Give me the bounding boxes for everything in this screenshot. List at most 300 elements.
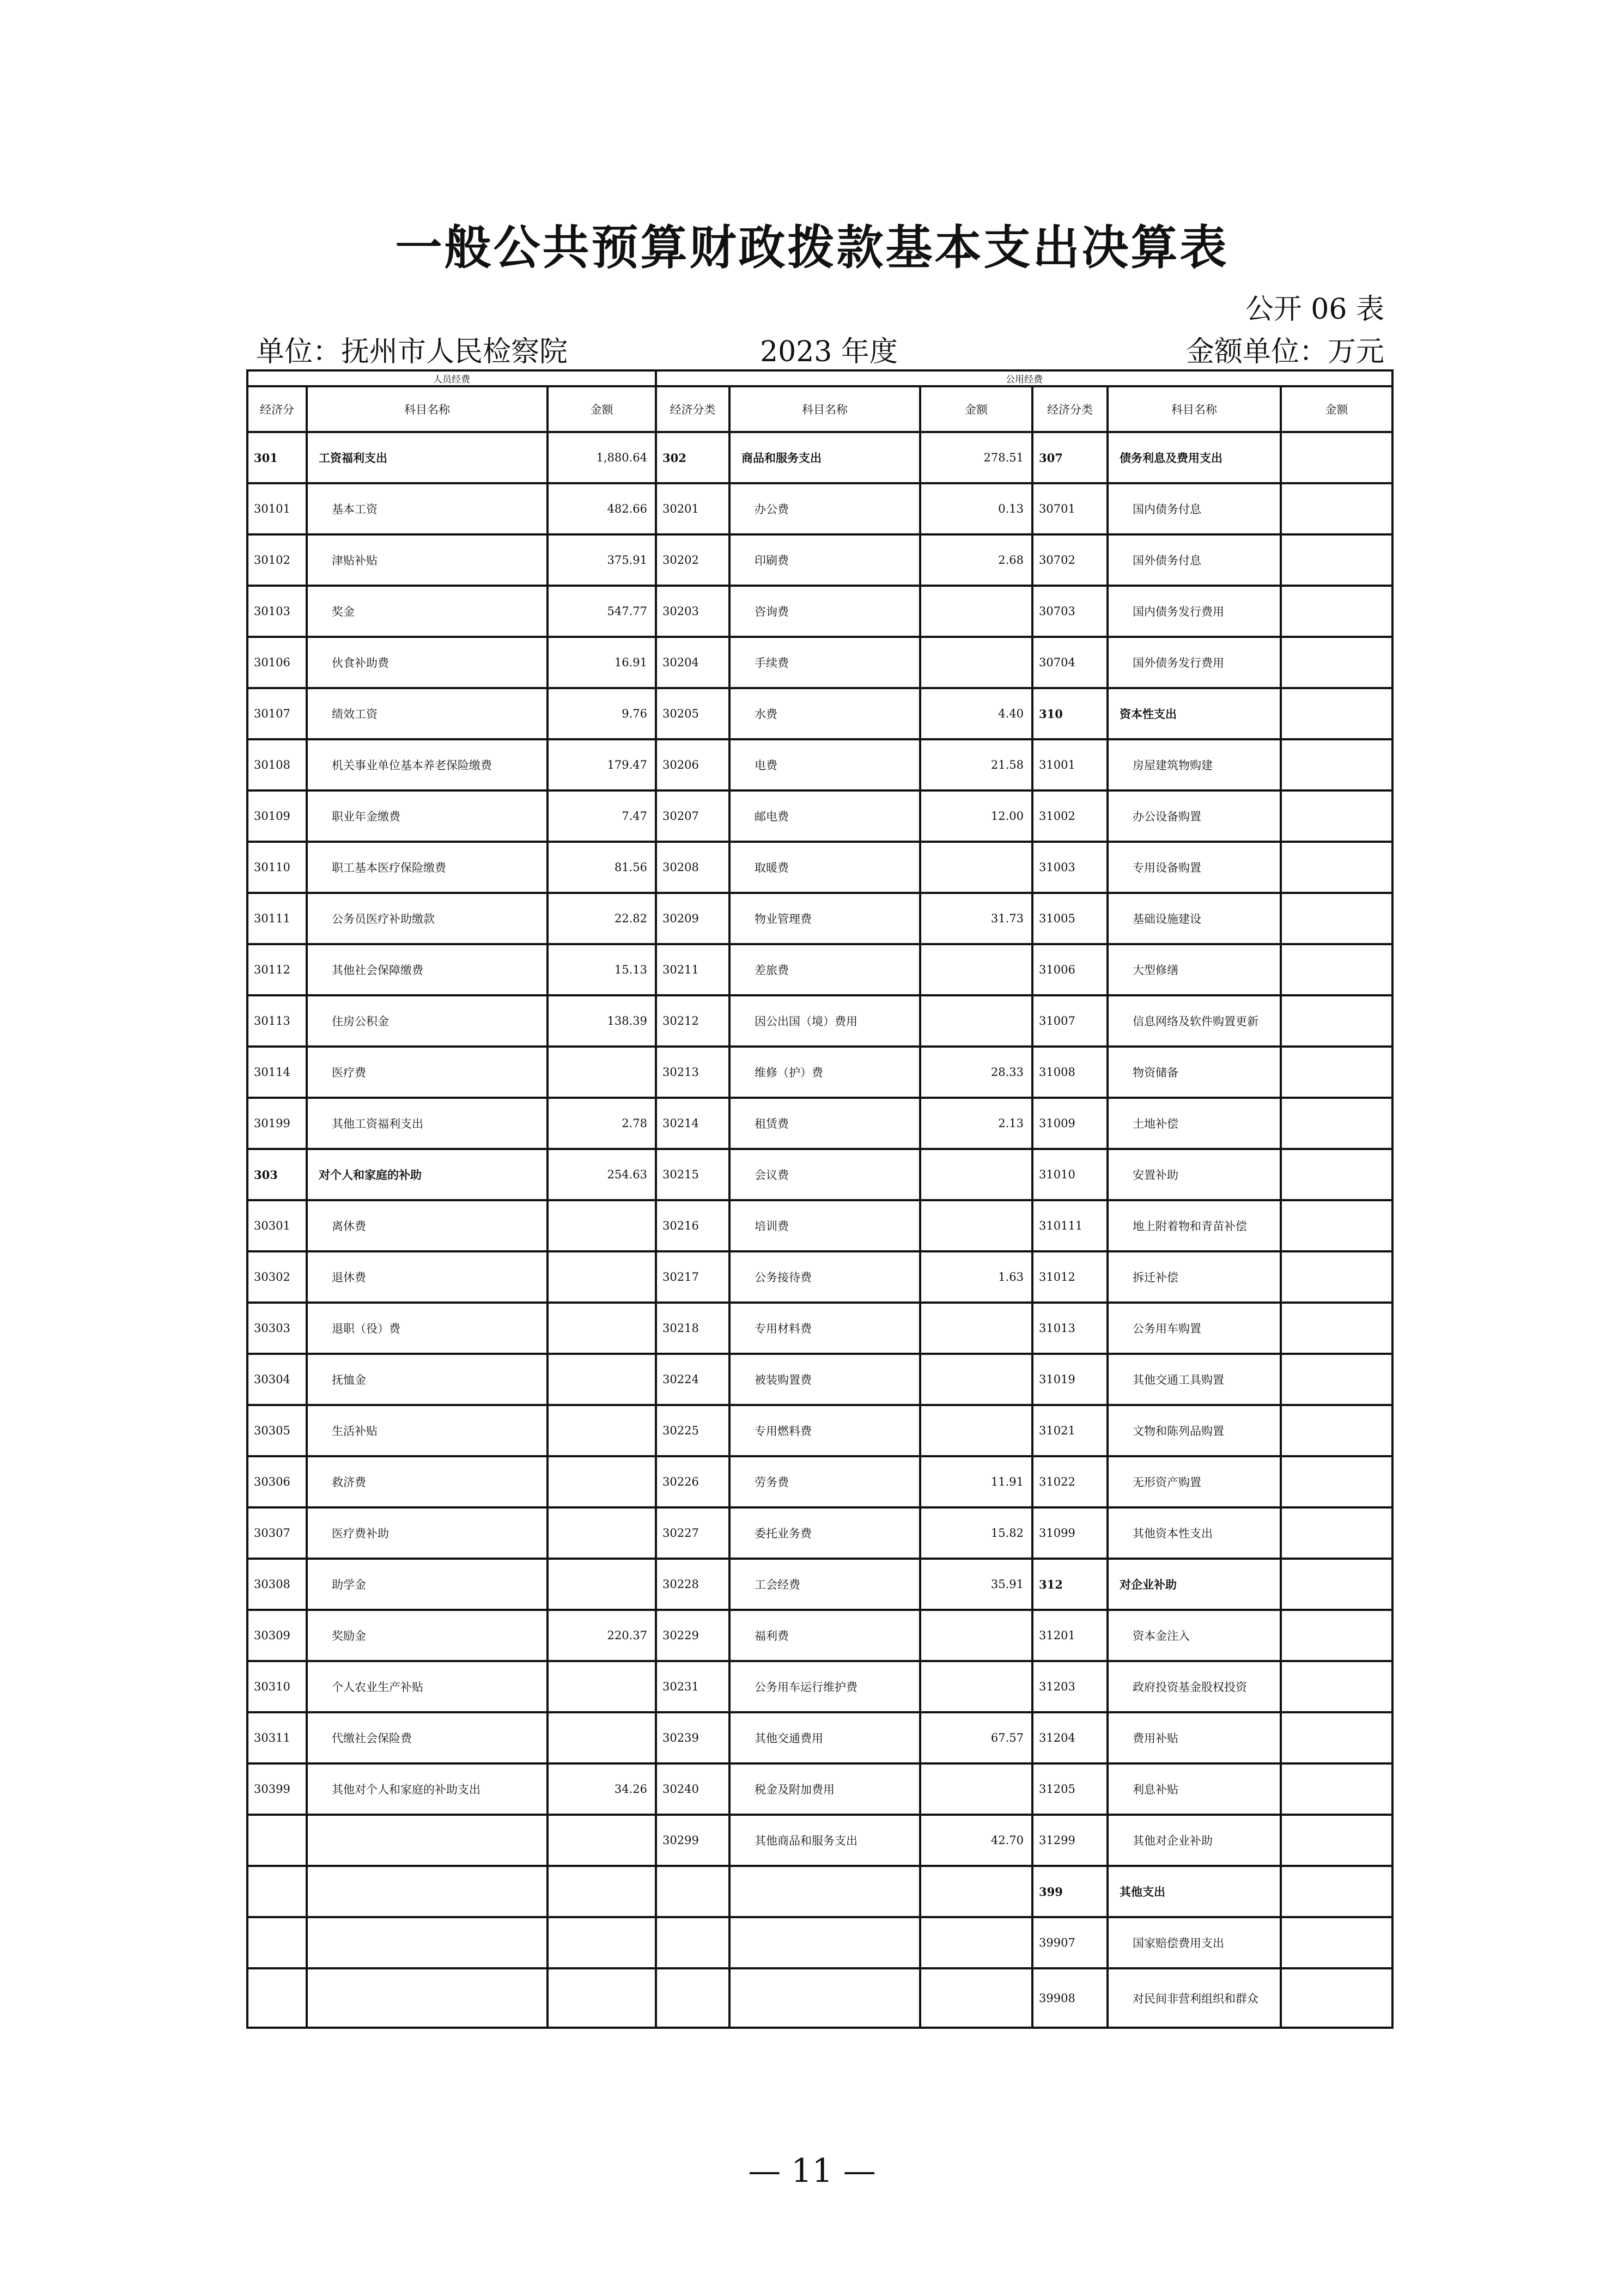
- table-row: [247, 1559, 1392, 1610]
- amount-cell: [1281, 995, 1392, 1047]
- code-cell: 30207: [656, 790, 729, 842]
- name-cell: 国内债务发行费用: [1108, 586, 1281, 637]
- amount-cell: [1281, 1712, 1392, 1763]
- name-cell: 国内债务付息: [1108, 483, 1281, 534]
- amount-cell: [1281, 893, 1392, 944]
- amount-cell: [920, 995, 1032, 1047]
- table-row: [247, 1968, 1392, 2028]
- code-cell: 30101: [247, 483, 307, 534]
- col-header-amount: 金额: [548, 386, 656, 432]
- code-cell: 30214: [656, 1098, 729, 1149]
- code-cell: 399: [1032, 1866, 1108, 1917]
- name-cell: 委托业务费: [729, 1507, 920, 1559]
- amount-cell: [1281, 483, 1392, 534]
- code-cell: 31010: [1032, 1149, 1108, 1200]
- code-cell: 30399: [247, 1763, 307, 1815]
- amount-cell: 12.00: [920, 790, 1032, 842]
- name-cell: 其他资本性支出: [1108, 1507, 1281, 1559]
- name-cell: 办公设备购置: [1108, 790, 1281, 842]
- amount-cell: 254.63: [548, 1149, 656, 1200]
- amount-cell: 15.82: [920, 1507, 1032, 1559]
- amount-cell: [548, 1047, 656, 1098]
- amount-cell: 28.33: [920, 1047, 1032, 1098]
- amount-cell: 375.91: [548, 534, 656, 586]
- name-cell: 差旅费: [729, 944, 920, 995]
- name-cell: 绩效工资: [307, 688, 548, 739]
- code-cell: [247, 1815, 307, 1866]
- code-cell: 30108: [247, 739, 307, 790]
- name-cell: 医疗费补助: [307, 1507, 548, 1559]
- name-cell: 工资福利支出: [307, 432, 548, 483]
- code-cell: 30111: [247, 893, 307, 944]
- amount-cell: [920, 637, 1032, 688]
- code-cell: 31205: [1032, 1763, 1108, 1815]
- code-cell: 31012: [1032, 1251, 1108, 1303]
- amount-cell: [1281, 1815, 1392, 1866]
- amount-cell: [1281, 842, 1392, 893]
- amount-cell: [1281, 790, 1392, 842]
- amount-cell: [920, 1661, 1032, 1712]
- amount-cell: [1281, 1559, 1392, 1610]
- amount-cell: [1281, 586, 1392, 637]
- amount-cell: [1281, 1917, 1392, 1968]
- code-cell: 30102: [247, 534, 307, 586]
- code-cell: 30303: [247, 1303, 307, 1354]
- name-cell: 专用材料费: [729, 1303, 920, 1354]
- table-row: [247, 1866, 1392, 1917]
- amount-cell: [1281, 1149, 1392, 1200]
- name-cell: 邮电费: [729, 790, 920, 842]
- name-cell: 公务用车运行维护费: [729, 1661, 920, 1712]
- name-cell: 咨询费: [729, 586, 920, 637]
- code-cell: 31201: [1032, 1610, 1108, 1661]
- amount-cell: [1281, 1763, 1392, 1815]
- name-cell: 公务用车购置: [1108, 1303, 1281, 1354]
- name-cell: 对个人和家庭的补助: [307, 1149, 548, 1200]
- code-cell: 30204: [656, 637, 729, 688]
- code-cell: 31022: [1032, 1456, 1108, 1507]
- code-cell: 30307: [247, 1507, 307, 1559]
- amount-cell: [548, 1815, 656, 1866]
- name-cell: 费用补贴: [1108, 1712, 1281, 1763]
- table-row: [247, 688, 1392, 739]
- code-cell: 30107: [247, 688, 307, 739]
- table-row: [247, 1200, 1392, 1251]
- name-cell: 培训费: [729, 1200, 920, 1251]
- page-number: — 11 —: [748, 2152, 876, 2190]
- code-cell: 30702: [1032, 534, 1108, 586]
- amount-cell: [920, 586, 1032, 637]
- amount-cell: [1281, 944, 1392, 995]
- code-cell: 30201: [656, 483, 729, 534]
- name-cell: 职业年金缴费: [307, 790, 548, 842]
- code-cell: 30311: [247, 1712, 307, 1763]
- name-cell: [307, 1968, 548, 2028]
- amount-cell: [1281, 1610, 1392, 1661]
- code-cell: 31009: [1032, 1098, 1108, 1149]
- name-cell: 其他商品和服务支出: [729, 1815, 920, 1866]
- name-cell: 其他工资福利支出: [307, 1098, 548, 1149]
- amount-cell: 31.73: [920, 893, 1032, 944]
- code-cell: 30112: [247, 944, 307, 995]
- code-cell: 30225: [656, 1405, 729, 1456]
- code-cell: 312: [1032, 1559, 1108, 1610]
- code-cell: 30206: [656, 739, 729, 790]
- table-row: [247, 893, 1392, 944]
- amount-cell: [1281, 1098, 1392, 1149]
- name-cell: 机关事业单位基本养老保险缴费: [307, 739, 548, 790]
- name-cell: 印刷费: [729, 534, 920, 586]
- amount-cell: 2.78: [548, 1098, 656, 1149]
- code-cell: 31002: [1032, 790, 1108, 842]
- name-cell: 拆迁补偿: [1108, 1251, 1281, 1303]
- amount-cell: 42.70: [920, 1815, 1032, 1866]
- amount-cell: [1281, 1968, 1392, 2028]
- name-cell: [729, 1866, 920, 1917]
- amount-cell: [1281, 1661, 1392, 1712]
- amount-cell: [548, 1917, 656, 1968]
- col-header-amount: 金额: [1281, 386, 1392, 432]
- amount-cell: [920, 1354, 1032, 1405]
- name-cell: [307, 1866, 548, 1917]
- name-cell: 大型修缮: [1108, 944, 1281, 995]
- code-cell: [656, 1968, 729, 2028]
- table-row: [247, 739, 1392, 790]
- name-cell: 其他对企业补助: [1108, 1815, 1281, 1866]
- name-cell: [729, 1917, 920, 1968]
- name-cell: 其他支出: [1108, 1866, 1281, 1917]
- name-cell: 安置补助: [1108, 1149, 1281, 1200]
- amount-cell: 0.13: [920, 483, 1032, 534]
- group-header-public: 公用经费: [656, 370, 1392, 386]
- amount-cell: [920, 1763, 1032, 1815]
- name-cell: 取暖费: [729, 842, 920, 893]
- code-cell: 30302: [247, 1251, 307, 1303]
- code-cell: [247, 1866, 307, 1917]
- table-row: [247, 842, 1392, 893]
- code-cell: 30240: [656, 1763, 729, 1815]
- amount-cell: [1281, 1866, 1392, 1917]
- code-cell: 30703: [1032, 586, 1108, 637]
- amount-cell: 1.63: [920, 1251, 1032, 1303]
- amount-cell: [920, 944, 1032, 995]
- amount-cell: 482.66: [548, 483, 656, 534]
- code-cell: 30212: [656, 995, 729, 1047]
- name-cell: 债务利息及费用支出: [1108, 432, 1281, 483]
- code-cell: 30203: [656, 586, 729, 637]
- col-header-name: 科目名称: [1108, 386, 1281, 432]
- code-cell: 30208: [656, 842, 729, 893]
- amount-cell: 4.40: [920, 688, 1032, 739]
- name-cell: 水费: [729, 688, 920, 739]
- amount-cell: [1281, 534, 1392, 586]
- name-cell: 房屋建筑物购建: [1108, 739, 1281, 790]
- year-label: 2023 年度: [760, 336, 898, 368]
- amount-cell: [1281, 432, 1392, 483]
- code-cell: 30306: [247, 1456, 307, 1507]
- amount-cell: 11.91: [920, 1456, 1032, 1507]
- amount-cell: [920, 1303, 1032, 1354]
- code-cell: 31006: [1032, 944, 1108, 995]
- amount-cell: [920, 1866, 1032, 1917]
- code-cell: 39908: [1032, 1968, 1108, 2028]
- name-cell: 代缴社会保险费: [307, 1712, 548, 1763]
- code-cell: 30215: [656, 1149, 729, 1200]
- code-cell: [656, 1917, 729, 1968]
- code-cell: 31003: [1032, 842, 1108, 893]
- amount-cell: [1281, 1047, 1392, 1098]
- name-cell: 资本性支出: [1108, 688, 1281, 739]
- code-cell: 30227: [656, 1507, 729, 1559]
- col-header-code: 经济分类: [656, 386, 729, 432]
- name-cell: 退职（役）费: [307, 1303, 548, 1354]
- name-cell: 离休费: [307, 1200, 548, 1251]
- amount-cell: [920, 1200, 1032, 1251]
- col-header-code: 经济分: [247, 386, 307, 432]
- name-cell: 土地补偿: [1108, 1098, 1281, 1149]
- amount-cell: 2.13: [920, 1098, 1032, 1149]
- name-cell: 电费: [729, 739, 920, 790]
- group-header-row: [247, 370, 1392, 386]
- amount-cell: 35.91: [920, 1559, 1032, 1610]
- amount-cell: 16.91: [548, 637, 656, 688]
- amount-cell: [548, 1200, 656, 1251]
- code-cell: 30704: [1032, 637, 1108, 688]
- code-cell: 31019: [1032, 1354, 1108, 1405]
- amount-cell: 21.58: [920, 739, 1032, 790]
- name-cell: 抚恤金: [307, 1354, 548, 1405]
- money-unit-label: 金额单位：万元: [1185, 336, 1384, 368]
- name-cell: 国外债务发行费用: [1108, 637, 1281, 688]
- name-cell: 其他对个人和家庭的补助支出: [307, 1763, 548, 1815]
- code-cell: 30305: [247, 1405, 307, 1456]
- name-cell: [307, 1815, 548, 1866]
- table-row: [247, 637, 1392, 688]
- name-cell: 物资储备: [1108, 1047, 1281, 1098]
- table-row: [247, 1149, 1392, 1200]
- name-cell: 其他社会保障缴费: [307, 944, 548, 995]
- name-cell: 公务接待费: [729, 1251, 920, 1303]
- table-row: [247, 483, 1392, 534]
- unit-label: 单位：抚州市人民检察院: [256, 336, 568, 368]
- amount-cell: [920, 1405, 1032, 1456]
- name-cell: 其他交通工具购置: [1108, 1354, 1281, 1405]
- name-cell: 住房公积金: [307, 995, 548, 1047]
- name-cell: 手续费: [729, 637, 920, 688]
- name-cell: 专用设备购置: [1108, 842, 1281, 893]
- name-cell: 医疗费: [307, 1047, 548, 1098]
- table-row: [247, 1917, 1392, 1968]
- amount-cell: 9.76: [548, 688, 656, 739]
- code-cell: 30202: [656, 534, 729, 586]
- code-cell: 30109: [247, 790, 307, 842]
- amount-cell: [548, 1507, 656, 1559]
- code-cell: 31299: [1032, 1815, 1108, 1866]
- amount-cell: [1281, 1456, 1392, 1507]
- amount-cell: [548, 1456, 656, 1507]
- code-cell: 30231: [656, 1661, 729, 1712]
- name-cell: 维修（护）费: [729, 1047, 920, 1098]
- code-cell: 30301: [247, 1200, 307, 1251]
- table-row: [247, 432, 1392, 483]
- table-row: [247, 586, 1392, 637]
- amount-cell: [920, 1149, 1032, 1200]
- amount-cell: [1281, 1354, 1392, 1405]
- name-cell: 资本金注入: [1108, 1610, 1281, 1661]
- code-cell: 31007: [1032, 995, 1108, 1047]
- code-cell: 30228: [656, 1559, 729, 1610]
- code-cell: 307: [1032, 432, 1108, 483]
- column-header-row: [247, 386, 1392, 432]
- name-cell: 其他交通费用: [729, 1712, 920, 1763]
- name-cell: 退休费: [307, 1251, 548, 1303]
- table-row: [247, 1507, 1392, 1559]
- code-cell: 39907: [1032, 1917, 1108, 1968]
- table-row: [247, 1303, 1392, 1354]
- group-header-personnel: 人员经费: [247, 370, 656, 386]
- code-cell: [247, 1917, 307, 1968]
- name-cell: 基本工资: [307, 483, 548, 534]
- code-cell: 30224: [656, 1354, 729, 1405]
- name-cell: 生活补贴: [307, 1405, 548, 1456]
- name-cell: [729, 1968, 920, 2028]
- name-cell: 救济费: [307, 1456, 548, 1507]
- code-cell: 30199: [247, 1098, 307, 1149]
- amount-cell: [1281, 1507, 1392, 1559]
- code-cell: 30209: [656, 893, 729, 944]
- amount-cell: 15.13: [548, 944, 656, 995]
- code-cell: 30110: [247, 842, 307, 893]
- code-cell: 30239: [656, 1712, 729, 1763]
- name-cell: [307, 1917, 548, 1968]
- code-cell: 31001: [1032, 739, 1108, 790]
- code-cell: 30217: [656, 1251, 729, 1303]
- table-row: [247, 1610, 1392, 1661]
- code-cell: 30213: [656, 1047, 729, 1098]
- amount-cell: [920, 1610, 1032, 1661]
- code-cell: 30226: [656, 1456, 729, 1507]
- name-cell: 租赁费: [729, 1098, 920, 1149]
- code-cell: 30114: [247, 1047, 307, 1098]
- code-cell: 30113: [247, 995, 307, 1047]
- table-row: [247, 995, 1392, 1047]
- amount-cell: [1281, 739, 1392, 790]
- code-cell: 30106: [247, 637, 307, 688]
- code-cell: 301: [247, 432, 307, 483]
- name-cell: 劳务费: [729, 1456, 920, 1507]
- name-cell: 专用燃料费: [729, 1405, 920, 1456]
- code-cell: 30218: [656, 1303, 729, 1354]
- name-cell: 伙食补助费: [307, 637, 548, 688]
- amount-cell: [548, 1559, 656, 1610]
- code-cell: 30308: [247, 1559, 307, 1610]
- name-cell: 职工基本医疗保险缴费: [307, 842, 548, 893]
- code-cell: 30309: [247, 1610, 307, 1661]
- name-cell: 文物和陈列品购置: [1108, 1405, 1281, 1456]
- amount-cell: [548, 1303, 656, 1354]
- table-row: [247, 1712, 1392, 1763]
- amount-cell: 278.51: [920, 432, 1032, 483]
- code-cell: 310: [1032, 688, 1108, 739]
- col-header-amount: 金额: [920, 386, 1032, 432]
- amount-cell: [920, 1917, 1032, 1968]
- code-cell: 31203: [1032, 1661, 1108, 1712]
- amount-cell: 547.77: [548, 586, 656, 637]
- amount-cell: 220.37: [548, 1610, 656, 1661]
- table-row: [247, 534, 1392, 586]
- amount-cell: 34.26: [548, 1763, 656, 1815]
- name-cell: 地上附着物和青苗补偿: [1108, 1200, 1281, 1251]
- name-cell: 税金及附加费用: [729, 1763, 920, 1815]
- code-cell: 310111: [1032, 1200, 1108, 1251]
- code-cell: 30103: [247, 586, 307, 637]
- name-cell: 物业管理费: [729, 893, 920, 944]
- amount-cell: [920, 1968, 1032, 2028]
- code-cell: 303: [247, 1149, 307, 1200]
- name-cell: 会议费: [729, 1149, 920, 1200]
- table-row: [247, 1047, 1392, 1098]
- page-title: 一般公共预算财政拨款基本支出决算表: [395, 220, 1229, 275]
- col-header-code: 经济分类: [1032, 386, 1108, 432]
- amount-cell: [1281, 637, 1392, 688]
- name-cell: 政府投资基金股权投资: [1108, 1661, 1281, 1712]
- table-row: [247, 1405, 1392, 1456]
- table-row: [247, 1251, 1392, 1303]
- table-row: [247, 1815, 1392, 1866]
- col-header-name: 科目名称: [307, 386, 548, 432]
- amount-cell: 1,880.64: [548, 432, 656, 483]
- amount-cell: [1281, 1200, 1392, 1251]
- name-cell: 国外债务付息: [1108, 534, 1281, 586]
- name-cell: 奖励金: [307, 1610, 548, 1661]
- col-header-name: 科目名称: [729, 386, 920, 432]
- name-cell: 商品和服务支出: [729, 432, 920, 483]
- name-cell: 对民间非营利组织和群众: [1108, 1968, 1281, 2028]
- amount-cell: [1281, 1251, 1392, 1303]
- amount-cell: [548, 1866, 656, 1917]
- code-cell: 30299: [656, 1815, 729, 1866]
- name-cell: 津贴补贴: [307, 534, 548, 586]
- name-cell: 办公费: [729, 483, 920, 534]
- name-cell: 基础设施建设: [1108, 893, 1281, 944]
- code-cell: 30216: [656, 1200, 729, 1251]
- amount-cell: 67.57: [920, 1712, 1032, 1763]
- code-cell: 302: [656, 432, 729, 483]
- table-row: [247, 1354, 1392, 1405]
- code-cell: 31005: [1032, 893, 1108, 944]
- amount-cell: [548, 1354, 656, 1405]
- code-cell: 30205: [656, 688, 729, 739]
- amount-cell: [920, 842, 1032, 893]
- amount-cell: 179.47: [548, 739, 656, 790]
- code-cell: 30310: [247, 1661, 307, 1712]
- name-cell: 被装购置费: [729, 1354, 920, 1405]
- amount-cell: 81.56: [548, 842, 656, 893]
- amount-cell: 22.82: [548, 893, 656, 944]
- amount-cell: [1281, 1405, 1392, 1456]
- code-cell: 30229: [656, 1610, 729, 1661]
- name-cell: 国家赔偿费用支出: [1108, 1917, 1281, 1968]
- name-cell: 工会经费: [729, 1559, 920, 1610]
- code-cell: 31204: [1032, 1712, 1108, 1763]
- table-row: [247, 1763, 1392, 1815]
- name-cell: 奖金: [307, 586, 548, 637]
- amount-cell: [548, 1405, 656, 1456]
- expenditure-table: [246, 369, 1394, 2029]
- amount-cell: [548, 1661, 656, 1712]
- name-cell: 利息补贴: [1108, 1763, 1281, 1815]
- amount-cell: 2.68: [920, 534, 1032, 586]
